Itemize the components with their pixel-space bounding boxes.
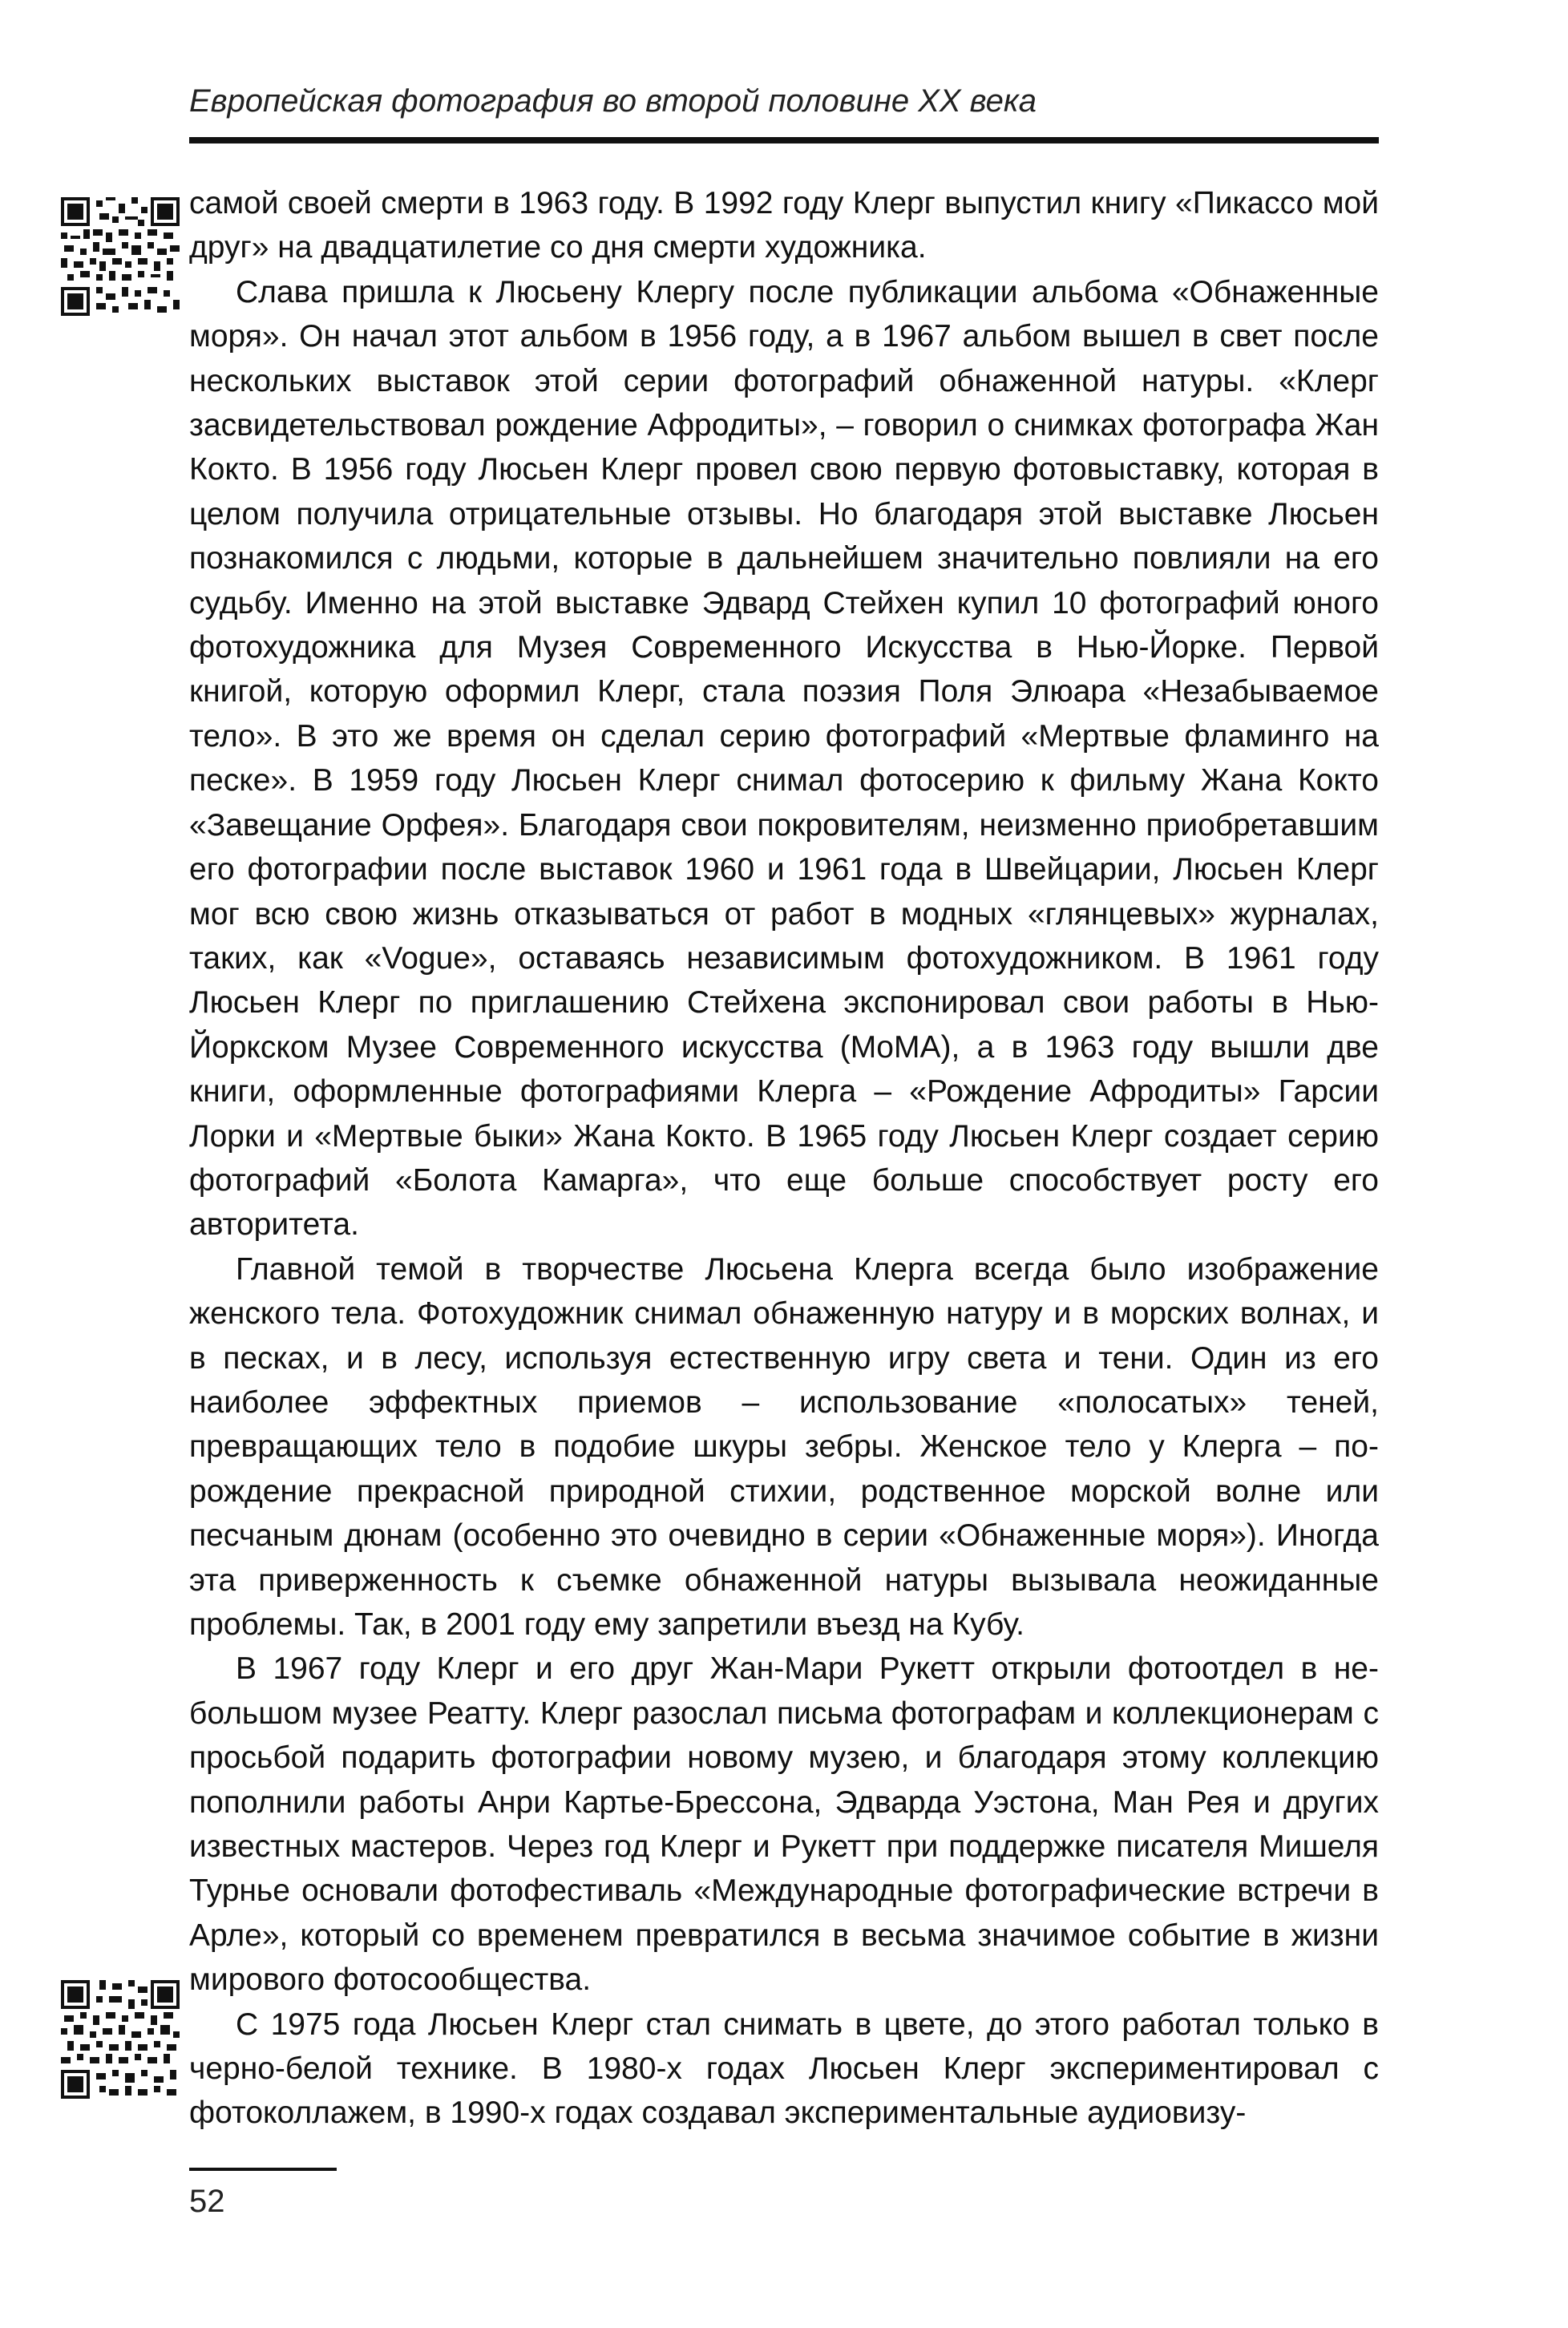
qr-code-icon <box>61 1980 180 2099</box>
page-number: 52 <box>189 2184 225 2219</box>
qr-code-icon <box>61 197 180 316</box>
paragraph: С 1975 года Люсьен Клерг стал снимать в цвете, до этого работал только в черно-белой технике. В 1980-х годах Люсьен Клерг экспериментировал с фотоколлажем, в 1990-х годах создавал экспериментальные аудиовизу- <box>189 2007 1379 2131</box>
paragraph: В 1967 году Клерг и его друг Жан-Мари Рукетт открыли фотоотдел в небольшом музее Реатту. Клерг разослал письма фотографам и коллекционерам с просьбой подарить фотографии новому музею, и благодаря этому коллекцию пополнили работы Анри Картье-Брессона, Эдварда Уэстона, Ман Рея и других известных мастеров. Через год Клерг и Рукетт при поддержке писателя Мишеля Турнье основали фотофестиваль «Международные фотографические встречи в Арле», который со временем превратился в весьма значимое событие в жизни мирового фотосообщества. <box>189 1651 1379 1998</box>
paragraph: Главной темой в творчестве Люсьена Клерга всегда было изображение женского тела. Фотохудожник снимал обнаженную натуру и в морских волнах, и в песках, и в лесу, используя естественную игру света и тени. Один из его наиболее эффектных приемов – использование «полосатых» теней, превращающих тело в подобие шкуры зебры. Женское тело у Клерга – порождение прекрасной природной стихии, родственное морской волне или песчаным дюнам (особенно это очевидно в серии «Обнаженные моря»). Иногда эта приверженность к съемке обнаженной натуры вызывала неожиданные проблемы. Так, в 2001 году ему запретили въезд на Кубу. <box>189 1251 1379 1642</box>
paragraph: самой своей смерти в 1963 году. В 1992 году Клерг выпустил книгу «Пикассо мой друг» на двадцатилетие со дня смерти художника. <box>189 186 1379 265</box>
footer-rule <box>189 2168 337 2171</box>
running-header: Европейская фотография во второй половине XX века <box>189 83 1037 119</box>
header-rule <box>189 137 1379 143</box>
paragraph: Слава пришла к Люсьену Клергу после публикации альбома «Обнаженные моря». Он начал этот альбом в 1956 году, а в 1967 альбом вышел в свет после нескольких выставок этой серии фотографий обнаженной натуры. «Клерг засвидетельствовал рождение Афродиты», – говорил о снимках фотографа Жан Кокто. В 1956 году Люсьен Клерг провел свою первую фотовыставку, которая в целом получила отрицательные отзывы. Но благодаря этой выставке Люсьен познакомился с людьми, которые в дальнейшем значительно повлияли на его судьбу. Именно на этой выставке Эдвард Стейхен купил 10 фотографий юного фотохудожника для Музея Современного Искусства в Нью-Йорке. Первой книгой, которую оформил Клерг, стала поэзия Поля Элюара «Незабываемое тело». В это же время он сделал серию фотографий «Мертвые фламинго на песке». В 1959 году Люсьен Клерг снимал фотосерию к фильму Жана Кокто «Завещание Орфея». Благодаря свои покровителям, неизменно приобретавшим его фотографии после выставок 1960 и 1961 года в Швейцарии, Люсьен Клерг мог всю свою жизнь отказываться от работ в модных «глянцевых» журналах, таких, как «Vogue», оставаясь независимым фотохудожником. В 1961 году Люсьен Клерг по приглашению Стейхена экспонировал свои работы в Нью-Йоркском Музее Современного искусства (MoMA), а в 1963 году вышли две книги, оформленные фотографиями Клерга – «Рождение Афродиты» Гарсии Лорки и «Мертвые быки» Жана Кокто. В 1965 году Люсьен Клерг создает серию фотографий «Болота Камарга», что еще больше способствует росту его авторитета. <box>189 274 1379 1243</box>
body-text <box>189 181 1379 2136</box>
